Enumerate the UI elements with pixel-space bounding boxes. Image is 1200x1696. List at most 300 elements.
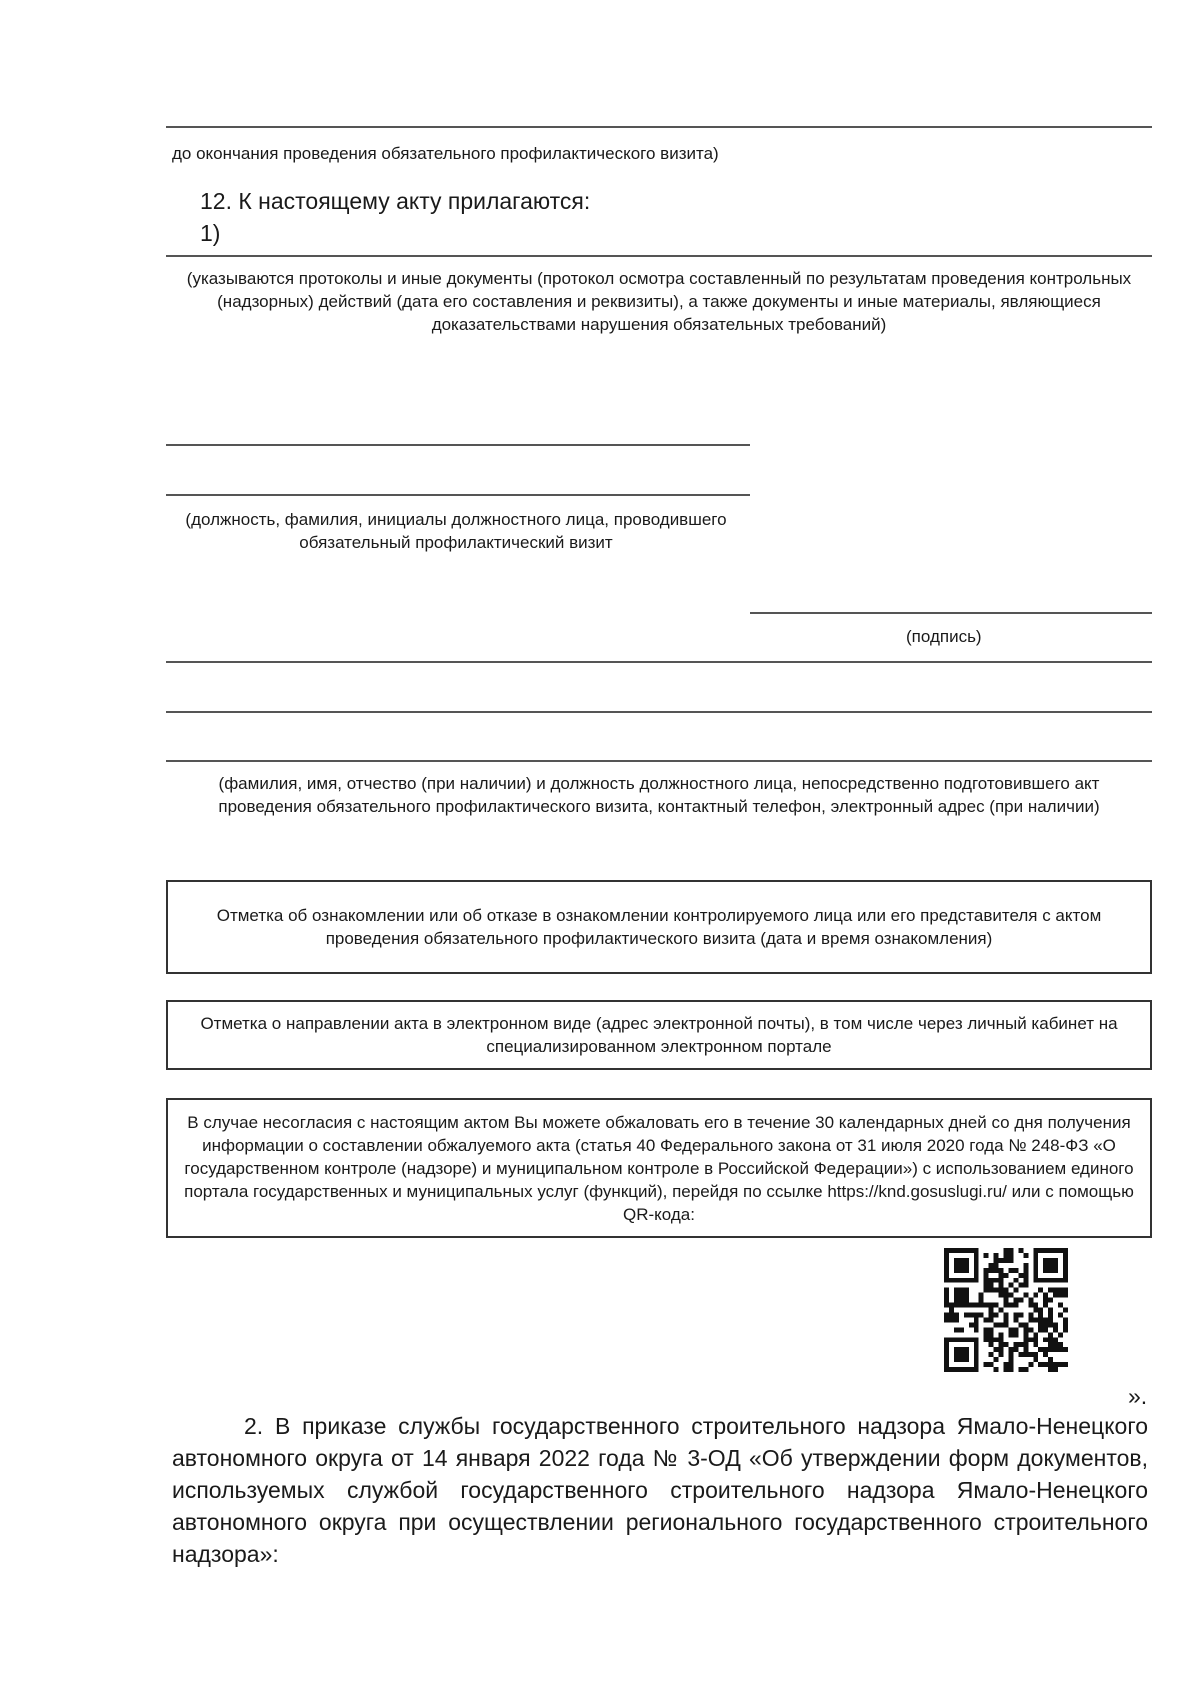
qr-module [1053, 1362, 1058, 1367]
qr-module [1058, 1278, 1063, 1283]
qr-module [994, 1263, 999, 1268]
qr-module [994, 1322, 999, 1327]
qr-module [984, 1268, 989, 1273]
qr-module [984, 1317, 989, 1322]
qr-module [1048, 1342, 1053, 1347]
qr-module [1053, 1347, 1058, 1352]
qr-module [989, 1303, 994, 1308]
qr-module [949, 1367, 954, 1372]
qr-module [954, 1352, 959, 1357]
qr-module [959, 1337, 964, 1342]
qr-module [1004, 1317, 1009, 1322]
qr-module [1008, 1332, 1013, 1337]
qr-module [1018, 1248, 1023, 1253]
qr-module [994, 1337, 999, 1342]
qr-module [1008, 1303, 1013, 1308]
qr-module [1048, 1298, 1053, 1303]
qr-module [959, 1278, 964, 1283]
qr-module [964, 1278, 969, 1283]
qr-module [944, 1298, 949, 1303]
signature-line [750, 612, 1152, 614]
qr-module [989, 1327, 994, 1332]
qr-module [1018, 1322, 1023, 1327]
qr-module [1043, 1298, 1048, 1303]
qr-module [959, 1293, 964, 1298]
qr-module [1063, 1253, 1068, 1258]
qr-module [999, 1258, 1004, 1263]
qr-module [1013, 1332, 1018, 1337]
preparer-line-1 [166, 661, 1152, 663]
qr-module [1053, 1288, 1058, 1293]
qr-module [1004, 1303, 1009, 1308]
qr-module [964, 1312, 969, 1317]
qr-module [944, 1312, 949, 1317]
qr-module [944, 1288, 949, 1293]
qr-module [999, 1308, 1004, 1313]
qr-module [1008, 1362, 1013, 1367]
qr-module [1023, 1263, 1028, 1268]
qr-module [984, 1278, 989, 1283]
qr-module [944, 1278, 949, 1283]
qr-module [989, 1278, 994, 1283]
qr-module [1058, 1293, 1063, 1298]
qr-module [1013, 1327, 1018, 1332]
qr-module [959, 1298, 964, 1303]
qr-module [959, 1367, 964, 1372]
qr-module [1053, 1293, 1058, 1298]
qr-module [1038, 1248, 1043, 1253]
qr-module [1053, 1342, 1058, 1347]
qr-module [984, 1288, 989, 1293]
qr-module [1063, 1308, 1068, 1313]
qr-module [994, 1258, 999, 1263]
qr-module [1018, 1367, 1023, 1372]
qr-module [989, 1283, 994, 1288]
qr-module [1018, 1352, 1023, 1357]
qr-module [1033, 1253, 1038, 1258]
qr-module [964, 1263, 969, 1268]
qr-module [994, 1253, 999, 1258]
qr-module [1043, 1263, 1048, 1268]
qr-module [1023, 1322, 1028, 1327]
qr-module [1043, 1317, 1048, 1322]
qr-module [959, 1248, 964, 1253]
qr-module [944, 1273, 949, 1278]
qr-module [1043, 1347, 1048, 1352]
qr-module [1063, 1288, 1068, 1293]
qr-module [964, 1288, 969, 1293]
qr-module [1013, 1268, 1018, 1273]
qr-module [1058, 1288, 1063, 1293]
qr-module [1004, 1322, 1009, 1327]
qr-module [954, 1268, 959, 1273]
attachment-line [166, 255, 1152, 257]
appeal-box [166, 1098, 1152, 1238]
qr-module [954, 1367, 959, 1372]
qr-module [994, 1347, 999, 1352]
qr-module [1004, 1367, 1009, 1372]
qr-module [1023, 1347, 1028, 1352]
qr-module [944, 1342, 949, 1347]
qr-module [1048, 1347, 1053, 1352]
qr-module [1043, 1352, 1048, 1357]
qr-module [1018, 1312, 1023, 1317]
qr-module [949, 1308, 954, 1313]
qr-module [949, 1337, 954, 1342]
qr-module [1004, 1362, 1009, 1367]
qr-module [969, 1278, 974, 1283]
qr-module [1013, 1288, 1018, 1293]
qr-module [949, 1303, 954, 1308]
qr-module [964, 1352, 969, 1357]
qr-module [1058, 1347, 1063, 1352]
qr-module [994, 1367, 999, 1372]
closing-quote: ». [1128, 1383, 1148, 1409]
qr-module [989, 1332, 994, 1337]
qr-module [1008, 1347, 1013, 1352]
qr-module [1043, 1322, 1048, 1327]
qr-module [959, 1347, 964, 1352]
qr-module [1004, 1258, 1009, 1263]
qr-module [989, 1352, 994, 1357]
qr-module [944, 1253, 949, 1258]
qr-module [1013, 1303, 1018, 1308]
qr-module [1048, 1288, 1053, 1293]
item11-tail-text: до окончания проведения обязательного профилактического визита) [172, 144, 719, 163]
qr-module [1043, 1278, 1048, 1283]
qr-module [994, 1312, 999, 1317]
qr-module [989, 1337, 994, 1342]
qr-module [1023, 1352, 1028, 1357]
qr-module [1043, 1327, 1048, 1332]
qr-module [1043, 1362, 1048, 1367]
qr-module [1058, 1248, 1063, 1253]
attachments-note: (указываются протоколы и иные документы (протокол осмотра составленный по результатам проведения контрольных (надзорных) действий (дата его составления и реквизиты), а также документы и иные материалы, являющиеся доказательствами нарушения обязательных требований) [186, 269, 1132, 334]
qr-module [999, 1283, 1004, 1288]
qr-module [949, 1312, 954, 1317]
qr-module [959, 1258, 964, 1263]
qr-module [1023, 1342, 1028, 1347]
qr-module [1053, 1268, 1058, 1273]
qr-module [1033, 1273, 1038, 1278]
qr-module [1004, 1273, 1009, 1278]
qr-module [1058, 1342, 1063, 1347]
qr-module [1063, 1317, 1068, 1322]
qr-module [964, 1293, 969, 1298]
qr-module [969, 1367, 974, 1372]
qr-module [1033, 1337, 1038, 1342]
qr-module [1013, 1278, 1018, 1283]
qr-module [1063, 1278, 1068, 1283]
qr-module [1023, 1273, 1028, 1278]
qr-module [1013, 1312, 1018, 1317]
qr-module [964, 1258, 969, 1263]
qr-module [984, 1337, 989, 1342]
qr-module [999, 1278, 1004, 1283]
qr-module [974, 1278, 979, 1283]
qr-module [1043, 1303, 1048, 1308]
qr-module [994, 1268, 999, 1273]
qr-module [1048, 1268, 1053, 1273]
qr-module [1023, 1327, 1028, 1332]
item12-list-marker: 1) [200, 220, 221, 246]
qr-module [1033, 1268, 1038, 1273]
qr-module [1033, 1278, 1038, 1283]
qr-module [959, 1263, 964, 1268]
qr-module [974, 1357, 979, 1362]
qr-module [969, 1312, 974, 1317]
qr-module [989, 1317, 994, 1322]
qr-module [1004, 1342, 1009, 1347]
official-line-2 [166, 494, 750, 496]
qr-module [1048, 1278, 1053, 1283]
qr-module [1063, 1248, 1068, 1253]
qr-module [954, 1317, 959, 1322]
qr-module [1053, 1337, 1058, 1342]
qr-module [1053, 1278, 1058, 1283]
qr-module [1023, 1293, 1028, 1298]
qr-module [1004, 1253, 1009, 1258]
qr-module [954, 1288, 959, 1293]
qr-module [974, 1327, 979, 1332]
qr-module [984, 1253, 989, 1258]
qr-module [959, 1352, 964, 1357]
acquaintance-box [166, 880, 1152, 974]
qr-module [984, 1283, 989, 1288]
signature-label: (подпись) [906, 627, 982, 646]
qr-module [1023, 1332, 1028, 1337]
qr-module [1063, 1293, 1068, 1298]
qr-module [974, 1258, 979, 1263]
qr-module [954, 1298, 959, 1303]
qr-module [994, 1303, 999, 1308]
qr-module [1023, 1337, 1028, 1342]
qr-module [1063, 1327, 1068, 1332]
qr-module [1053, 1327, 1058, 1332]
qr-module [974, 1263, 979, 1268]
qr-module [1063, 1347, 1068, 1352]
qr-module [999, 1288, 1004, 1293]
qr-module [949, 1317, 954, 1322]
qr-module [1023, 1268, 1028, 1273]
qr-module [959, 1327, 964, 1332]
qr-module [1008, 1293, 1013, 1298]
electronic-delivery-box [166, 1000, 1152, 1070]
qr-module [989, 1263, 994, 1268]
qr-module [954, 1258, 959, 1263]
qr-module [974, 1352, 979, 1357]
qr-module [964, 1303, 969, 1308]
qr-module [994, 1357, 999, 1362]
qr-module [974, 1317, 979, 1322]
qr-module [1043, 1258, 1048, 1263]
qr-module [1048, 1263, 1053, 1268]
qr-module [974, 1347, 979, 1352]
qr-code-icon [944, 1248, 1068, 1372]
qr-module [1033, 1352, 1038, 1357]
qr-module [954, 1327, 959, 1332]
qr-module [1038, 1347, 1043, 1352]
qr-module [979, 1303, 984, 1308]
qr-module [1033, 1332, 1038, 1337]
qr-module [964, 1367, 969, 1372]
qr-module [964, 1298, 969, 1303]
item12-title: 12. К настоящему акту прилагаются: [200, 188, 591, 214]
qr-module [954, 1312, 959, 1317]
qr-module [1048, 1308, 1053, 1313]
qr-module [959, 1303, 964, 1308]
qr-module [1063, 1362, 1068, 1367]
qr-module [999, 1322, 1004, 1327]
qr-module [1008, 1248, 1013, 1253]
qr-module [1053, 1263, 1058, 1268]
qr-module [1063, 1268, 1068, 1273]
qr-module [949, 1278, 954, 1283]
qr-module [969, 1322, 974, 1327]
qr-module [1048, 1258, 1053, 1263]
rule-line [166, 126, 1152, 128]
qr-module [944, 1293, 949, 1298]
qr-module [974, 1273, 979, 1278]
qr-module [949, 1248, 954, 1253]
qr-module [1008, 1357, 1013, 1362]
qr-module [1004, 1312, 1009, 1317]
acquaintance-box-text: Отметка об ознакомлении или об отказе в ознакомлении контролируемого лица или его представителя с актом проведения обязательного профилактического визита (дата и время ознакомления) [216, 906, 1102, 948]
qr-module [954, 1337, 959, 1342]
qr-module [974, 1248, 979, 1253]
qr-module [974, 1312, 979, 1317]
qr-module [1028, 1312, 1033, 1317]
qr-module [1023, 1253, 1028, 1258]
qr-module [1018, 1342, 1023, 1347]
qr-module [1004, 1298, 1009, 1303]
qr-module [1008, 1268, 1013, 1273]
qr-module [964, 1347, 969, 1352]
qr-module [1048, 1337, 1053, 1342]
qr-module [1028, 1303, 1033, 1308]
qr-module [999, 1352, 1004, 1357]
qr-module [999, 1332, 1004, 1337]
qr-module [1033, 1317, 1038, 1322]
qr-module [974, 1362, 979, 1367]
qr-module [1053, 1258, 1058, 1263]
qr-module [979, 1298, 984, 1303]
qr-module [1008, 1352, 1013, 1357]
qr-module [999, 1273, 1004, 1278]
qr-module [1038, 1327, 1043, 1332]
qr-module [1013, 1298, 1018, 1303]
qr-module [944, 1258, 949, 1263]
qr-module [944, 1367, 949, 1372]
qr-module [1043, 1337, 1048, 1342]
qr-module [954, 1248, 959, 1253]
qr-module [1033, 1342, 1038, 1347]
qr-module [1063, 1258, 1068, 1263]
qr-module [1048, 1357, 1053, 1362]
qr-module [944, 1357, 949, 1362]
qr-module [974, 1253, 979, 1258]
qr-module [1058, 1332, 1063, 1337]
qr-module [1048, 1332, 1053, 1337]
qr-module [1043, 1268, 1048, 1273]
qr-module [974, 1268, 979, 1273]
qr-module [1033, 1308, 1038, 1313]
qr-module [944, 1263, 949, 1268]
qr-module [989, 1268, 994, 1273]
qr-module [1008, 1258, 1013, 1263]
qr-module [959, 1268, 964, 1273]
qr-module [989, 1362, 994, 1367]
qr-module [1063, 1322, 1068, 1327]
qr-module [1048, 1248, 1053, 1253]
qr-module [1004, 1248, 1009, 1253]
qr-module [944, 1337, 949, 1342]
qr-module [974, 1322, 979, 1327]
qr-module [1008, 1283, 1013, 1288]
qr-module [1058, 1303, 1063, 1308]
qr-module [944, 1352, 949, 1357]
qr-module [954, 1278, 959, 1283]
qr-module [999, 1268, 1004, 1273]
qr-module [1033, 1303, 1038, 1308]
qr-module [954, 1263, 959, 1268]
qr-module [1033, 1357, 1038, 1362]
qr-module [1028, 1298, 1033, 1303]
item2-paragraph: 2. В приказе службы государственного строительного надзора Ямало-Ненецкого автономного округа от 14 января 2022 года № 3-ОД «Об утверждении форм документов, используемых службой государственного строительного надзора Ямало-Ненецкого автономного округа при осуществлении регионального государственного строительного надзора»: [172, 1413, 1148, 1567]
qr-module [1048, 1322, 1053, 1327]
qr-module [1038, 1322, 1043, 1327]
qr-module [959, 1288, 964, 1293]
qr-module [954, 1357, 959, 1362]
qr-module [1038, 1362, 1043, 1367]
qr-module [1028, 1352, 1033, 1357]
qr-module [1053, 1367, 1058, 1372]
qr-module [1013, 1347, 1018, 1352]
qr-module [1004, 1293, 1009, 1298]
qr-module [1013, 1317, 1018, 1322]
qr-module [1033, 1293, 1038, 1298]
qr-module [979, 1293, 984, 1298]
qr-module [1008, 1327, 1013, 1332]
qr-module [954, 1347, 959, 1352]
qr-module [944, 1248, 949, 1253]
qr-module [1023, 1278, 1028, 1283]
qr-module [999, 1293, 1004, 1298]
qr-module [989, 1342, 994, 1347]
qr-module [1038, 1308, 1043, 1313]
qr-module [1008, 1253, 1013, 1258]
qr-module [1023, 1283, 1028, 1288]
qr-module [974, 1342, 979, 1347]
qr-module [1043, 1248, 1048, 1253]
qr-module [964, 1248, 969, 1253]
qr-module [989, 1312, 994, 1317]
qr-module [1053, 1322, 1058, 1327]
qr-module [999, 1347, 1004, 1352]
qr-module [969, 1337, 974, 1342]
qr-module [1023, 1367, 1028, 1372]
qr-module [1063, 1263, 1068, 1268]
qr-module [1053, 1248, 1058, 1253]
qr-module [1033, 1263, 1038, 1268]
electronic-delivery-box-text: Отметка о направлении акта в электронном виде (адрес электронной почты), в том числе через личный кабинет на специализированном электронном портале [200, 1014, 1118, 1056]
qr-module [1028, 1362, 1033, 1367]
qr-module [969, 1248, 974, 1253]
qr-module [984, 1303, 989, 1308]
qr-module [1058, 1312, 1063, 1317]
qr-module [1013, 1342, 1018, 1347]
qr-module [954, 1303, 959, 1308]
